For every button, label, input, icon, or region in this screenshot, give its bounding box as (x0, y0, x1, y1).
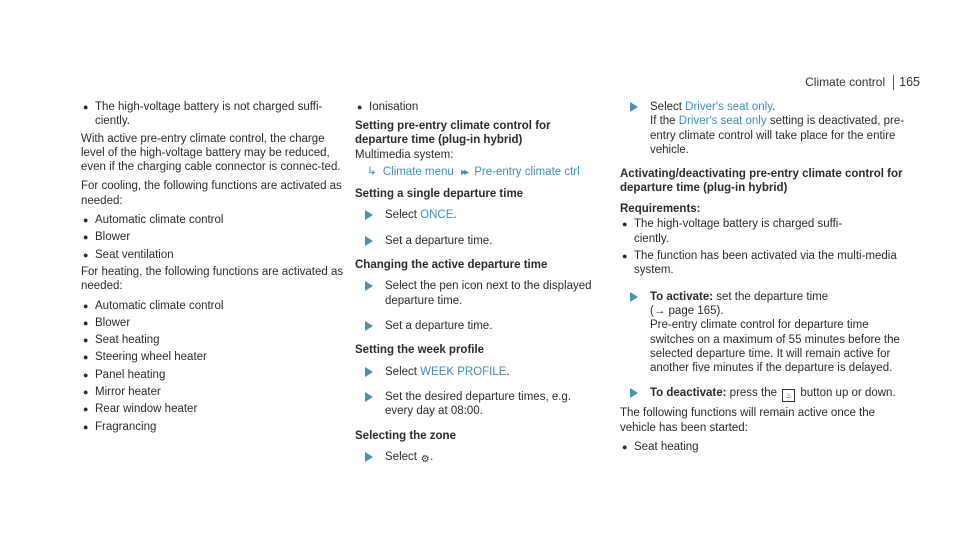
paragraph-cooling: For cooling, the following functions are activated as needed: (81, 180, 342, 207)
drivers-seat-only-option[interactable]: Driver's seat only (685, 101, 773, 113)
list-item: ● Ionisation (357, 101, 419, 113)
heating-list (81, 299, 351, 434)
step-arrow-icon (365, 392, 373, 402)
list-item: ● Panel heating (83, 368, 166, 381)
step-item: Set a departure time. (355, 319, 595, 333)
return-arrow-icon: ↳ (367, 165, 377, 178)
requirements-label: Requirements: (620, 203, 701, 216)
page-header (805, 75, 920, 90)
settings-icon: ⚙ (420, 454, 430, 466)
drivers-seat-only-ref[interactable]: Driver's seat only (678, 115, 767, 128)
cooling-list (81, 213, 351, 262)
menu-preentry-link[interactable]: Pre-entry climate ctrl (474, 165, 580, 178)
bullet-icon: ● (83, 249, 89, 260)
heading-changing-departure: Changing the active departure time (355, 258, 548, 271)
header-divider (893, 75, 894, 90)
step-arrow-icon (365, 210, 373, 220)
step-item: Select ONCE. (355, 208, 595, 222)
week-profile-option[interactable]: WEEK PROFILE (420, 365, 507, 378)
list-item: ● Seat ventilation (83, 248, 174, 261)
column-middle (355, 100, 595, 476)
bullet-icon: ● (83, 369, 89, 380)
bullet-icon: ● (622, 251, 628, 262)
menu-path (355, 165, 595, 180)
heading-single-departure: Setting a single departure time (355, 187, 524, 200)
list-item: ● The function has been activated via the multi-media system. (622, 250, 897, 277)
list-item: ● Automatic climate control (83, 299, 224, 312)
bullet-icon: ● (83, 404, 89, 415)
list-item: ● Fragrancing (83, 420, 157, 433)
step-item: To activate: set the departure time (→ page 165). Pre-entry climate control for departure time switches on a maximum of 55 minutes before the selected departure time. It will remain active for another five minutes if the departure is delayed. (620, 290, 905, 376)
step-item: Select WEEK PROFILE. (355, 365, 595, 379)
column-right (620, 100, 905, 457)
step-arrow-icon (630, 292, 638, 302)
multimedia-label: Multimedia system: (355, 149, 454, 162)
paragraph-heating: For heating, the following functions are activated as needed: (81, 265, 344, 293)
step-item: Set a departure time. (355, 234, 595, 248)
column-left (81, 100, 351, 437)
step-item: Select Driver's seat only. If the Driver's seat only setting is deactivated, pre-entry climate control will take place for the entire vehicle. (620, 100, 905, 157)
list-item: ● The high-voltage battery is not charged suffi- ciently. (83, 101, 323, 128)
bullet-icon: ● (83, 421, 89, 432)
paragraph-active-climate: With active pre-entry climate control, the charge level of the high-voltage battery may be reduced, even if the charging cable connector is connec-ted. (81, 132, 341, 174)
bullet-icon: ● (83, 300, 89, 311)
step-item: Select the pen icon next to the displayed departure time. (355, 279, 595, 308)
heading-selecting-zone: Selecting the zone (355, 429, 456, 442)
bullet-icon: ● (622, 442, 628, 453)
bullet-icon: ● (83, 102, 89, 112)
list-item: ● Rear window heater (83, 403, 198, 416)
step-item: Select ⚙. (355, 450, 595, 465)
list-item: ● Blower (83, 316, 131, 329)
step-arrow-icon (365, 281, 373, 291)
bullet-icon: ● (83, 335, 89, 346)
step-arrow-icon (365, 236, 373, 246)
list-item: ● Steering wheel heater (83, 351, 207, 364)
bullet-icon: ● (622, 219, 628, 230)
heading-week-profile: Setting the week profile (355, 344, 485, 357)
heading-activating: Activating/deactivating pre-entry climate control for departure time (plug-in hybrid) (620, 168, 903, 194)
step-item: To deactivate: press the ♨ button up or down. (620, 386, 905, 402)
step-item: Set the desired departure times, e.g. every day at 08:00. (355, 390, 595, 419)
once-option[interactable]: ONCE (420, 209, 454, 222)
list-item: ● The high-voltage battery is charged suffi- ciently. (622, 218, 843, 245)
seat-heating-icon: ♨ (782, 389, 795, 402)
page-reference-link[interactable]: (→ page 165). (650, 304, 724, 317)
page-number: 165 (899, 75, 920, 90)
menu-climate-link[interactable]: Climate menu (382, 165, 454, 178)
bullet-icon: ● (83, 352, 89, 363)
paragraph-following-functions: The following functions will remain active once the vehicle has been started: (620, 407, 876, 434)
step-arrow-icon (630, 102, 638, 112)
bullet-icon: ● (357, 102, 363, 112)
bullet-icon: ● (83, 387, 89, 398)
bullet-icon: ● (83, 317, 89, 328)
bullet-icon: ● (83, 215, 89, 226)
heading-setting-departure: Setting pre-entry climate control for departure time (plug-in hybrid) (355, 120, 551, 146)
section-title: Climate control (805, 75, 886, 90)
list-item: ● Seat heating (622, 441, 699, 454)
step-arrow-icon (365, 367, 373, 377)
list-item: ● Seat heating (83, 334, 160, 347)
step-arrow-icon (365, 452, 373, 462)
step-arrow-icon (630, 388, 638, 398)
double-chevron-icon: ▸▸ (461, 166, 468, 178)
list-item: ● Automatic climate control (83, 214, 224, 227)
bullet-icon: ● (83, 232, 89, 243)
list-item: ● Mirror heater (83, 386, 161, 399)
list-item: ● Blower (83, 231, 131, 244)
step-arrow-icon (365, 321, 373, 331)
